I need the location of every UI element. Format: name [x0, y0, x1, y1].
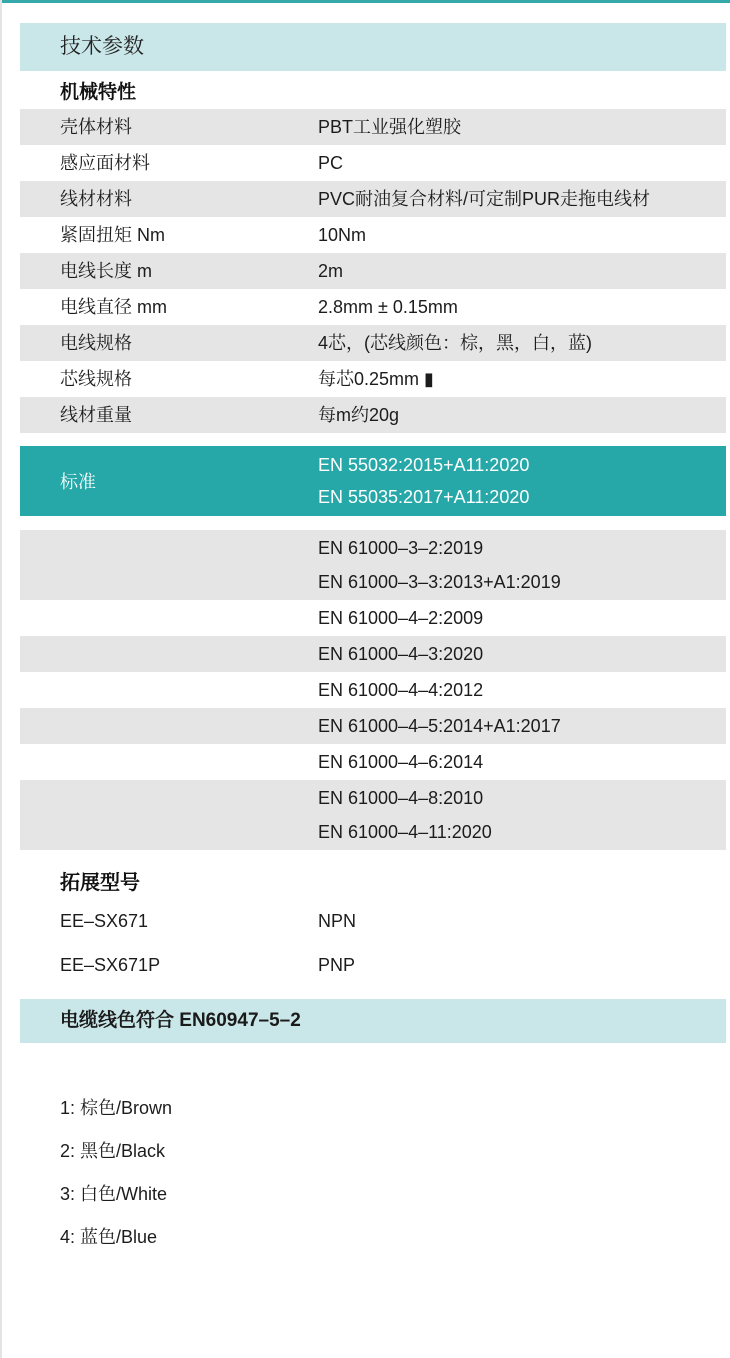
table-row	[20, 397, 726, 433]
row-value: 10Nm	[318, 225, 367, 245]
row-label: 紧固扭矩 Nm	[60, 225, 165, 245]
list-item: 4: 蓝色/Blue	[60, 1227, 158, 1247]
row-value: 2.8mm ± 0.15mm	[318, 297, 458, 317]
list-item: 1: 棕色/Brown	[60, 1098, 173, 1118]
table-row	[20, 217, 726, 253]
standard-line: EN 61000–4–2:2009	[318, 608, 484, 628]
table-row	[20, 181, 726, 217]
standards-highlight-lines	[318, 446, 726, 516]
standard-line: EN 61000–4–3:2020	[318, 644, 484, 664]
standards-group	[20, 744, 726, 780]
table-row	[20, 361, 726, 397]
standard-line: EN 55032:2015+A11:2020	[318, 455, 530, 475]
row-label: 电线规格	[60, 333, 132, 353]
top-accent-line	[0, 0, 730, 3]
row-label: 线材材料	[60, 189, 132, 209]
standards-group	[20, 708, 726, 744]
standards-group	[20, 780, 726, 850]
extended-models-heading: 拓展型号	[60, 872, 140, 894]
standards-label: 标准	[60, 472, 96, 492]
table-row	[20, 253, 726, 289]
row-value: PC	[318, 153, 344, 173]
mechanical-heading: 机械特性	[60, 82, 137, 103]
standards-highlight-band	[20, 446, 726, 516]
standard-line: EN 61000–4–8:2010	[318, 788, 484, 808]
standard-line: EN 61000–3–3:2013+A1:2019	[318, 572, 561, 592]
model-output-type: PNP	[318, 955, 356, 975]
standards-group	[20, 672, 726, 708]
page-left-edge	[0, 0, 2, 1358]
row-label: 壳体材料	[60, 117, 132, 137]
row-value: 每m约20g	[318, 405, 400, 425]
model-name: EE–SX671	[60, 911, 149, 931]
cable-color-heading: 电缆线色符合 EN60947–5–2	[60, 1010, 301, 1031]
row-label: 感应面材料	[60, 153, 150, 173]
row-value: 2m	[318, 261, 344, 281]
row-value: PVC耐油复合材料/可定制PUR走拖电线材	[318, 189, 651, 209]
standard-line: EN 61000–3–2:2019	[318, 538, 484, 558]
mechanical-table	[20, 109, 726, 433]
standard-line: EN 61000–4–5:2014+A1:2017	[318, 716, 561, 736]
standard-line: EN 61000–4–6:2014	[318, 752, 484, 772]
standards-group	[20, 600, 726, 636]
standard-line: EN 61000–4–4:2012	[318, 680, 484, 700]
list-item: 3: 白色/White	[60, 1184, 168, 1204]
list-item: 2: 黑色/Black	[60, 1141, 166, 1161]
table-row	[20, 109, 726, 145]
page-title: 技术参数	[60, 35, 144, 58]
row-label: 电线长度 m	[60, 261, 152, 281]
cable-color-heading-band	[20, 999, 726, 1043]
page-title-band	[20, 23, 726, 71]
standards-group	[20, 636, 726, 672]
model-output-type: NPN	[318, 911, 357, 931]
row-value: 每芯0.25mm ▮	[318, 369, 434, 389]
wire-color-list	[60, 1087, 730, 1259]
standard-line: EN 61000–4–11:2020	[318, 822, 492, 842]
row-label: 电线直径 mm	[60, 297, 167, 317]
row-label: 芯线规格	[60, 369, 132, 389]
standards-group	[20, 530, 726, 600]
model-row	[20, 943, 730, 987]
row-label: 线材重量	[60, 405, 132, 425]
table-row	[20, 325, 726, 361]
row-value: PBT工业强化塑胶	[318, 117, 462, 137]
table-row	[20, 289, 726, 325]
table-row	[20, 145, 726, 181]
model-row	[20, 899, 730, 943]
standard-line: EN 55035:2017+A11:2020	[318, 487, 530, 507]
model-name: EE–SX671P	[60, 955, 161, 975]
row-value: 4芯，(芯线颜色：棕，黑，白，蓝)	[318, 333, 592, 353]
